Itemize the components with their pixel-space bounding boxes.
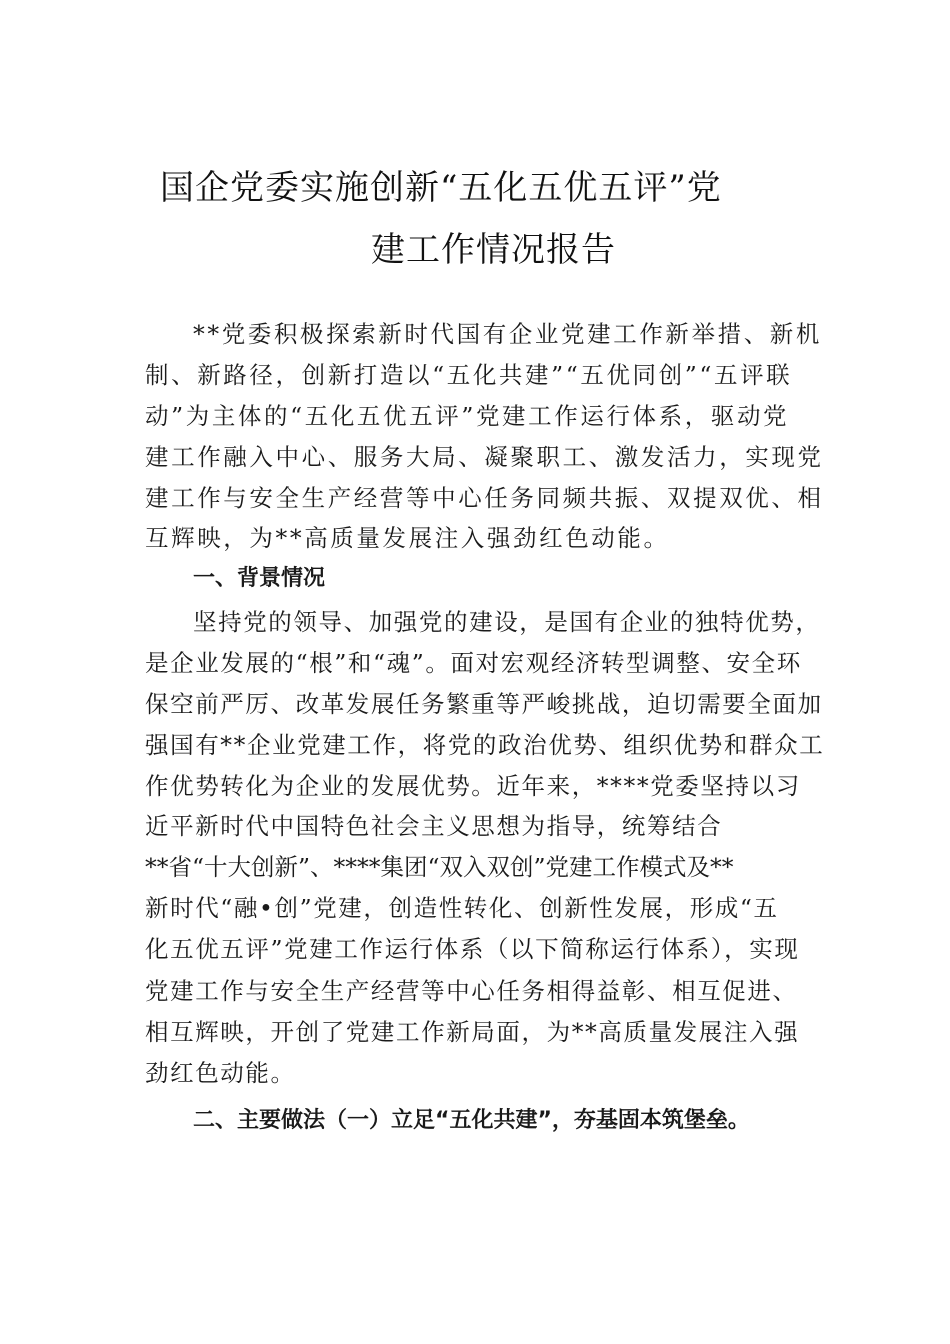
- section-1-line-12: 劲红色动能。: [145, 1059, 296, 1087]
- intro-line-3: 动”为主体的“五化五优五评”党建工作运行体系，驱动党: [145, 402, 790, 430]
- section-1-line-9: 化五优五评”党建工作运行体系（以下简称运行体系），实现: [145, 935, 800, 963]
- intro-line-4: 建工作融入中心、服务大局、凝聚职工、激发活力，实现党: [145, 443, 824, 471]
- section-1-line-1: 坚持党的领导、加强党的建设，是国有企业的独特优势，: [193, 608, 821, 636]
- section-1-line-4: 强国有**企业党建工作，将党的政治优势、组织优势和群众工: [145, 731, 825, 759]
- section-1-line-8: 新时代“融•创”党建，创造性转化、创新性发展，形成“五: [145, 894, 779, 922]
- section-1-line-5: 作优势转化为企业的发展优势。近年来，****党委坚持以习: [145, 772, 801, 800]
- intro-line-5: 建工作与安全生产经营等中心任务同频共振、双提双优、相: [145, 484, 824, 512]
- section-1-line-7: **省“十大创新”、****集团“双入双创”党建工作模式及**: [145, 853, 734, 881]
- section-1-line-6: 近平新时代中国特色社会主义思想为指导，统筹结合: [145, 812, 723, 840]
- section-1-line-2: 是企业发展的“根”和“魂”。面对宏观经济转型调整、安全环: [145, 649, 802, 677]
- section-1-line-11: 相互辉映，开创了党建工作新局面，为**高质量发展注入强: [145, 1018, 800, 1046]
- intro-line-1: **党委积极探索新时代国有企业党建工作新举措、新机: [193, 320, 822, 348]
- section-1-line-10: 党建工作与安全生产经营等中心任务相得益彰、相互促进、: [145, 977, 798, 1005]
- intro-line-2: 制、新路径，创新打造以“五化共建”“五优同创”“五评联: [145, 361, 793, 389]
- title-line-1: 国企党委实施创新“五化五优五评”党: [160, 168, 722, 208]
- section-1-heading: 一、背景情况: [193, 566, 326, 591]
- title-line-2: 建工作情况报告: [371, 230, 616, 270]
- intro-line-6: 互辉映，为**高质量发展注入强劲红色动能。: [145, 524, 670, 552]
- section-2-heading: 二、主要做法（一）立足“五化共建”，夯基固本筑堡垒。: [193, 1108, 750, 1133]
- section-1-line-3: 保空前严厉、改革发展任务繁重等严峻挑战，迫切需要全面加: [145, 690, 823, 718]
